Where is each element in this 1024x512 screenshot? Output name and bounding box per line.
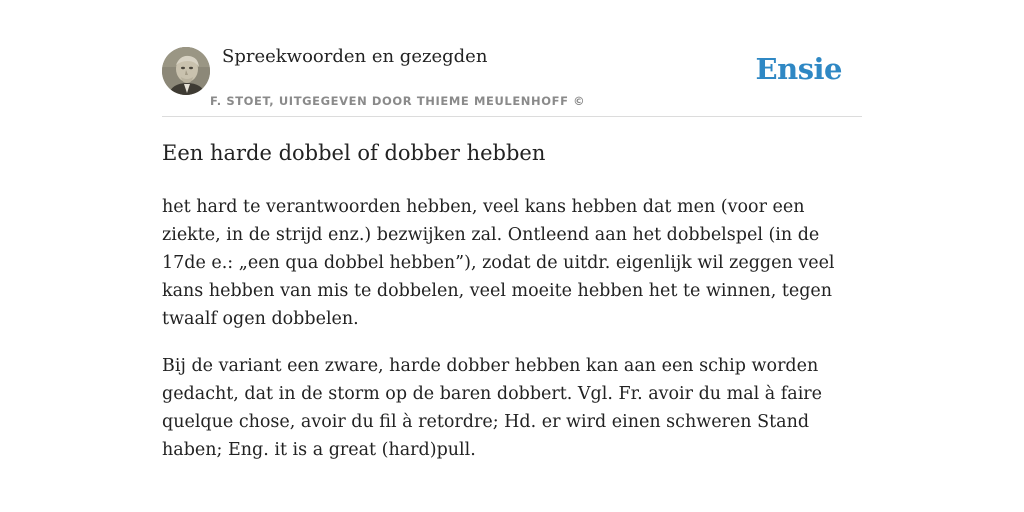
entry-page <box>162 0 862 460</box>
entry-body <box>162 193 864 483</box>
source-title[interactable]: Spreekwoorden en gezegden <box>222 46 488 67</box>
entry-title: Een harde dobbel of dobber hebben <box>162 141 546 165</box>
source-credit: F. STOET, UITGEGEVEN DOOR THIEME MEULENHOFF © <box>210 94 586 108</box>
definition-paragraph: het hard te verantwoorden hebben, veel kans hebben dat men (voor een ziekte, in de strijd enz.) bezwijken zal. Ontleend aan het dobbelspel (in de 17de e.: „een qua dobbel hebben”), zodat de uitdr. eigenlijk wil zeggen veel kans hebben van mis te dobbelen, veel moeite hebben het te winnen, tegen twaalf ogen dobbelen. <box>162 197 835 329</box>
variant-paragraph: Bij de variant een zware, harde dobber hebben kan aan een schip worden gedacht, dat in de storm op de baren dobbert. Vgl. Fr. avoir du mal à faire quelque chose, avoir du fil à retordre; Hd. er wird einen schweren Stand haben; Eng. it is a great (hard)pull. <box>162 356 823 460</box>
source-header <box>162 0 862 117</box>
author-portrait-icon[interactable] <box>162 47 210 95</box>
ensie-logo[interactable]: Ensie <box>755 52 842 86</box>
